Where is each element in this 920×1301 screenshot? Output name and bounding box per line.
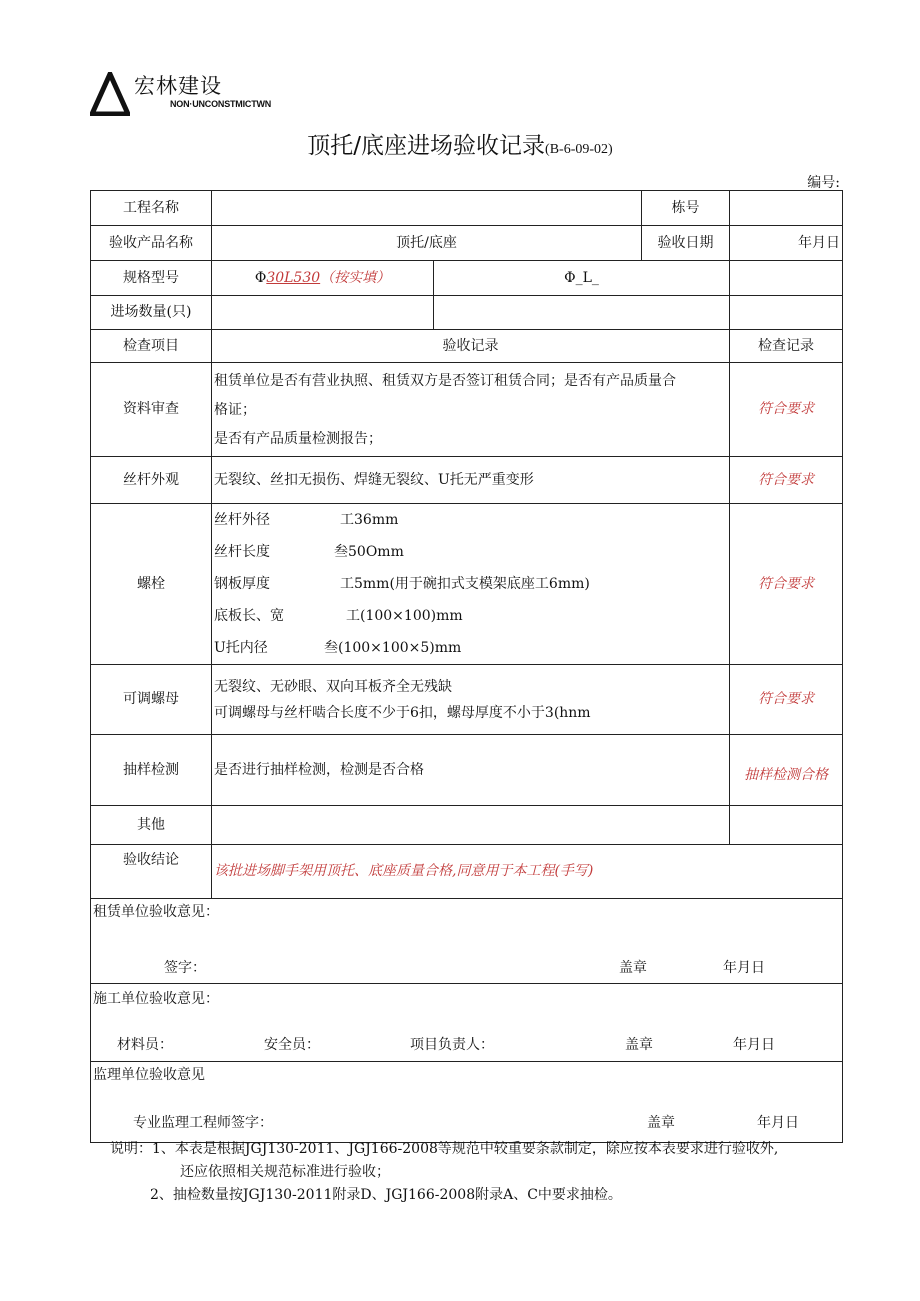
product-value: 顶托/底座 (212, 226, 642, 261)
other-label: 其他 (91, 806, 212, 845)
row-product (91, 226, 843, 261)
project-label: 工程名称 (91, 191, 212, 226)
title-text: 顶托/底座进场验收记录 (307, 133, 546, 159)
bolt-label: 螺栓 (91, 504, 212, 665)
nut-line-2: 可调螺母与丝杆啮合长度不少于6扣，螺母厚度不小于3(hnm (214, 704, 591, 721)
sample-text: 是否进行抽样检测，检测是否合格 (212, 735, 730, 806)
supervisor-date-label: 年月日 (757, 1115, 799, 1131)
row-other (91, 806, 843, 845)
doc-number-label: 编号: (807, 175, 840, 191)
row-project (91, 191, 843, 226)
spec-handwritten-note: （按实填） (320, 269, 391, 286)
docs-line-2: 格证； (214, 401, 256, 418)
page-title (0, 127, 920, 160)
docs-label: 资料审查 (91, 363, 212, 457)
sample-label: 抽样检测 (91, 735, 212, 806)
qty-label: 进场数量(只) (91, 296, 212, 330)
building-value[interactable] (730, 191, 843, 226)
logo-english-name: NON·UNCONSTMICTWN (170, 99, 272, 109)
row-lessor-opinion (91, 899, 843, 984)
qty-value-3[interactable] (730, 296, 843, 330)
qty-value-2[interactable] (434, 296, 730, 330)
builder-pm-label: 项目负责人： (410, 1037, 494, 1053)
spec-value-filled[interactable] (212, 261, 434, 296)
builder-safety-label: 安全员： (264, 1037, 320, 1053)
spec-handwritten-number: 30L530 (266, 269, 321, 286)
row-quantity (91, 296, 843, 330)
docs-line-1: 租赁单位是否有营业执照、租赁双方是否签订租赁合同；是否有产品质量合 (214, 372, 676, 389)
row-nut (91, 665, 843, 735)
supervisor-sign-label: 专业监理工程师签字： (133, 1115, 273, 1131)
qty-value-1[interactable] (212, 296, 434, 330)
company-logo (90, 70, 350, 118)
nut-result: 符合要求 (730, 665, 843, 735)
logo-chinese-name: 宏林建设 (134, 74, 222, 98)
head-check: 检查记录 (730, 330, 843, 363)
bolt-line: 丝杆长度 叁50Omm (214, 544, 404, 560)
spec-value-blank[interactable]: Φ_L_ (434, 261, 730, 296)
head-record: 验收记录 (212, 330, 730, 363)
product-label: 验收产品名称 (91, 226, 212, 261)
supervisor-title: 监理单位验收意见 (93, 1067, 205, 1083)
lessor-title: 租赁单位验收意见： (93, 904, 219, 920)
conclusion-text: 该批进场脚手架用顶托、底座质量合格,同意用于本工程(手写) (212, 845, 843, 899)
builder-title: 施工单位验收意见： (93, 991, 219, 1007)
builder-stamp-label: 盖章 (625, 1037, 653, 1053)
title-code: (B-6-09-02) (545, 142, 613, 157)
screw-result: 符合要求 (730, 457, 843, 504)
note-line-2: 还应依照相关规范标准进行验收； (180, 1164, 390, 1180)
lessor-date-label: 年月日 (723, 960, 765, 976)
supervisor-stamp-label: 盖章 (647, 1115, 675, 1131)
row-supervisor-opinion (91, 1062, 843, 1143)
builder-date-label: 年月日 (733, 1037, 775, 1053)
building-label: 栋号 (642, 191, 730, 226)
nut-line-1: 无裂纹、无砂眼、双向耳板齐全无残缺 (214, 678, 452, 695)
bolt-line: 钢板厚度 工5mm(用于碗扣式支模架底座工6mm) (214, 576, 590, 592)
bolt-line: 丝杆外径 工36mm (214, 512, 399, 528)
other-value[interactable] (212, 806, 730, 845)
bolt-line: U托内径 叁(100×100×5)mm (214, 640, 462, 656)
project-value[interactable] (212, 191, 642, 226)
lessor-opinion-cell[interactable] (91, 899, 843, 984)
row-spec (91, 261, 843, 296)
inspection-form-table (90, 190, 843, 1143)
screw-text: 无裂纹、丝扣无损伤、焊缝无裂纹、U托无严重变形 (212, 457, 730, 504)
triangle-logo-icon (90, 72, 130, 116)
bolt-result: 符合要求 (730, 504, 843, 665)
note-line-3: 2、抽检数量按JGJ130-2011附录D、JGJ166-2008附录A、C中要求抽检。 (150, 1187, 622, 1203)
builder-opinion-cell[interactable] (91, 984, 843, 1062)
row-sample (91, 735, 843, 806)
note-line-1: 说明：1、本表是根据JGJ130-2011、JGJ166-2008等规范中较重要条款制定，除应按本表要求进行验收外, (110, 1141, 779, 1157)
row-screw (91, 457, 843, 504)
bolt-specs (212, 504, 730, 665)
row-bolt (91, 504, 843, 665)
row-docs (91, 363, 843, 457)
nut-label: 可调螺母 (91, 665, 212, 735)
date-label: 验收日期 (642, 226, 730, 261)
docs-text (212, 363, 730, 457)
lessor-sign-label: 签字： (164, 960, 206, 976)
bolt-line: 底板长、宽 工(100×100)mm (214, 608, 463, 624)
date-value[interactable]: 年月日 (730, 226, 843, 261)
row-section-header (91, 330, 843, 363)
nut-text (212, 665, 730, 735)
docs-result: 符合要求 (730, 363, 843, 457)
docs-line-3: 是否有产品质量检测报告； (214, 430, 382, 447)
spec-phi: Φ (254, 269, 267, 286)
spec-label: 规格型号 (91, 261, 212, 296)
row-conclusion (91, 845, 843, 899)
builder-material-label: 材料员： (117, 1037, 173, 1053)
supervisor-opinion-cell[interactable] (91, 1062, 843, 1143)
head-item: 检查项目 (91, 330, 212, 363)
screw-label: 丝杆外观 (91, 457, 212, 504)
row-builder-opinion (91, 984, 843, 1062)
footnotes (90, 1138, 842, 1207)
other-check[interactable] (730, 806, 843, 845)
spec-extra[interactable] (730, 261, 843, 296)
lessor-stamp-label: 盖章 (619, 960, 647, 976)
conclusion-label: 验收结论 (91, 845, 212, 899)
sample-result: 抽样检测合格 (730, 735, 843, 806)
